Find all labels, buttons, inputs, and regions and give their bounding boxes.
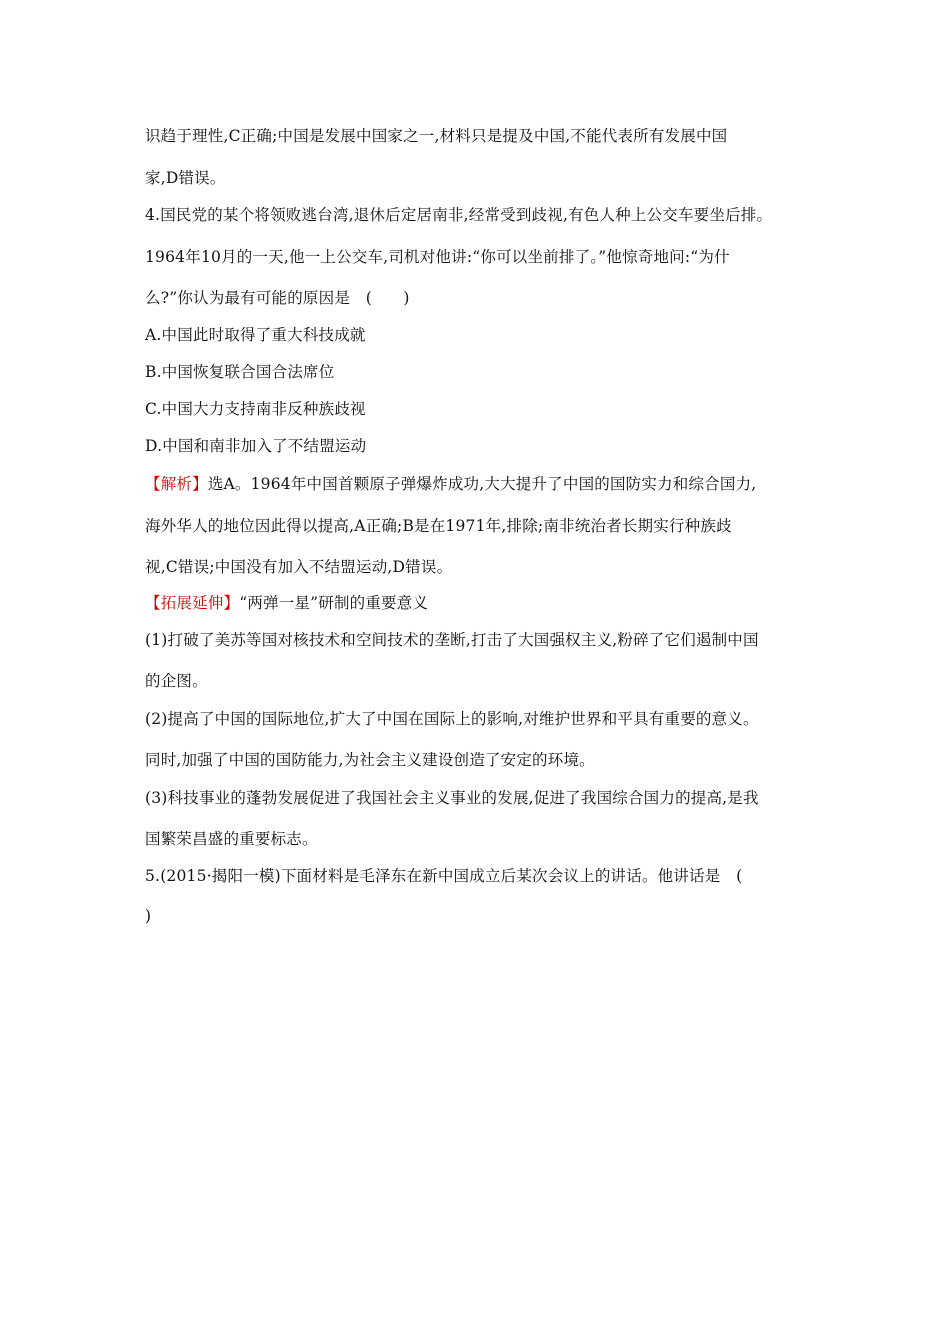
option-a: A.中国此时取得了重大科技成就: [145, 326, 366, 344]
question-4-stem-line-1: 4.国民党的某个将领败逃台湾,退休后定居南非,经常受到歧视,有色人种上公交车要坐后排。: [145, 206, 773, 224]
question-5-stem-line-1: 5.(2015·揭阳一模)下面材料是毛泽东在新中国成立后某次会议上的讲话。他讲话是 (: [145, 867, 743, 885]
analysis-line-1: [145, 474, 825, 494]
question-5-stem-line-2: ): [145, 907, 152, 925]
option-b: B.中国恢复联合国合法席位: [145, 363, 335, 381]
question-4-stem-line-3: 么?”你认为最有可能的原因是 ( ): [145, 289, 410, 307]
extension-point-3-line-2: 国繁荣昌盛的重要标志。: [145, 830, 318, 848]
extension-point-2-line-1: (2)提高了中国的国际地位,扩大了中国在国际上的影响,对维护世界和平具有重要的意义。: [145, 710, 759, 728]
text-line-1: 识趋于理性,C正确;中国是发展中国家之一,材料只是提及中国,不能代表所有发展中国: [145, 127, 728, 145]
analysis-line-2: 海外华人的地位因此得以提高,A正确;B是在1971年,排除;南非统治者长期实行种族歧: [145, 517, 732, 535]
extension-point-1-line-1: (1)打破了美苏等国对核技术和空间技术的垄断,打击了大国强权主义,粉碎了它们遏制中国: [145, 631, 759, 649]
extension-point-2-line-2: 同时,加强了中国的国防能力,为社会主义建设创造了安定的环境。: [145, 751, 595, 769]
question-4-stem-line-2: 1964年10月的一天,他一上公交车,司机对他讲:“你可以坐前排了。”他惊奇地问:“为什: [145, 248, 730, 266]
extension-point-1-line-2: 的企图。: [145, 672, 208, 690]
extension-title: “两弹一星”研制的重要意义: [239, 594, 429, 612]
analysis-line-3: 视,C错误;中国没有加入不结盟运动,D错误。: [145, 558, 453, 576]
text-line-2: 家,D错误。: [145, 169, 226, 187]
extension-heading: [145, 593, 825, 613]
option-c: C.中国大力支持南非反种族歧视: [145, 400, 366, 418]
extension-point-3-line-1: (3)科技事业的蓬勃发展促进了我国社会主义事业的发展,促进了我国综合国力的提高,是我: [145, 789, 759, 807]
extension-tag: 【拓展延伸】: [145, 594, 240, 612]
analysis-tag: 【解析】: [145, 475, 208, 493]
option-d: D.中国和南非加入了不结盟运动: [145, 437, 367, 455]
analysis-text: 选A。1964年中国首颗原子弹爆炸成功,大大提升了中国的国防实力和综合国力,: [207, 475, 757, 493]
